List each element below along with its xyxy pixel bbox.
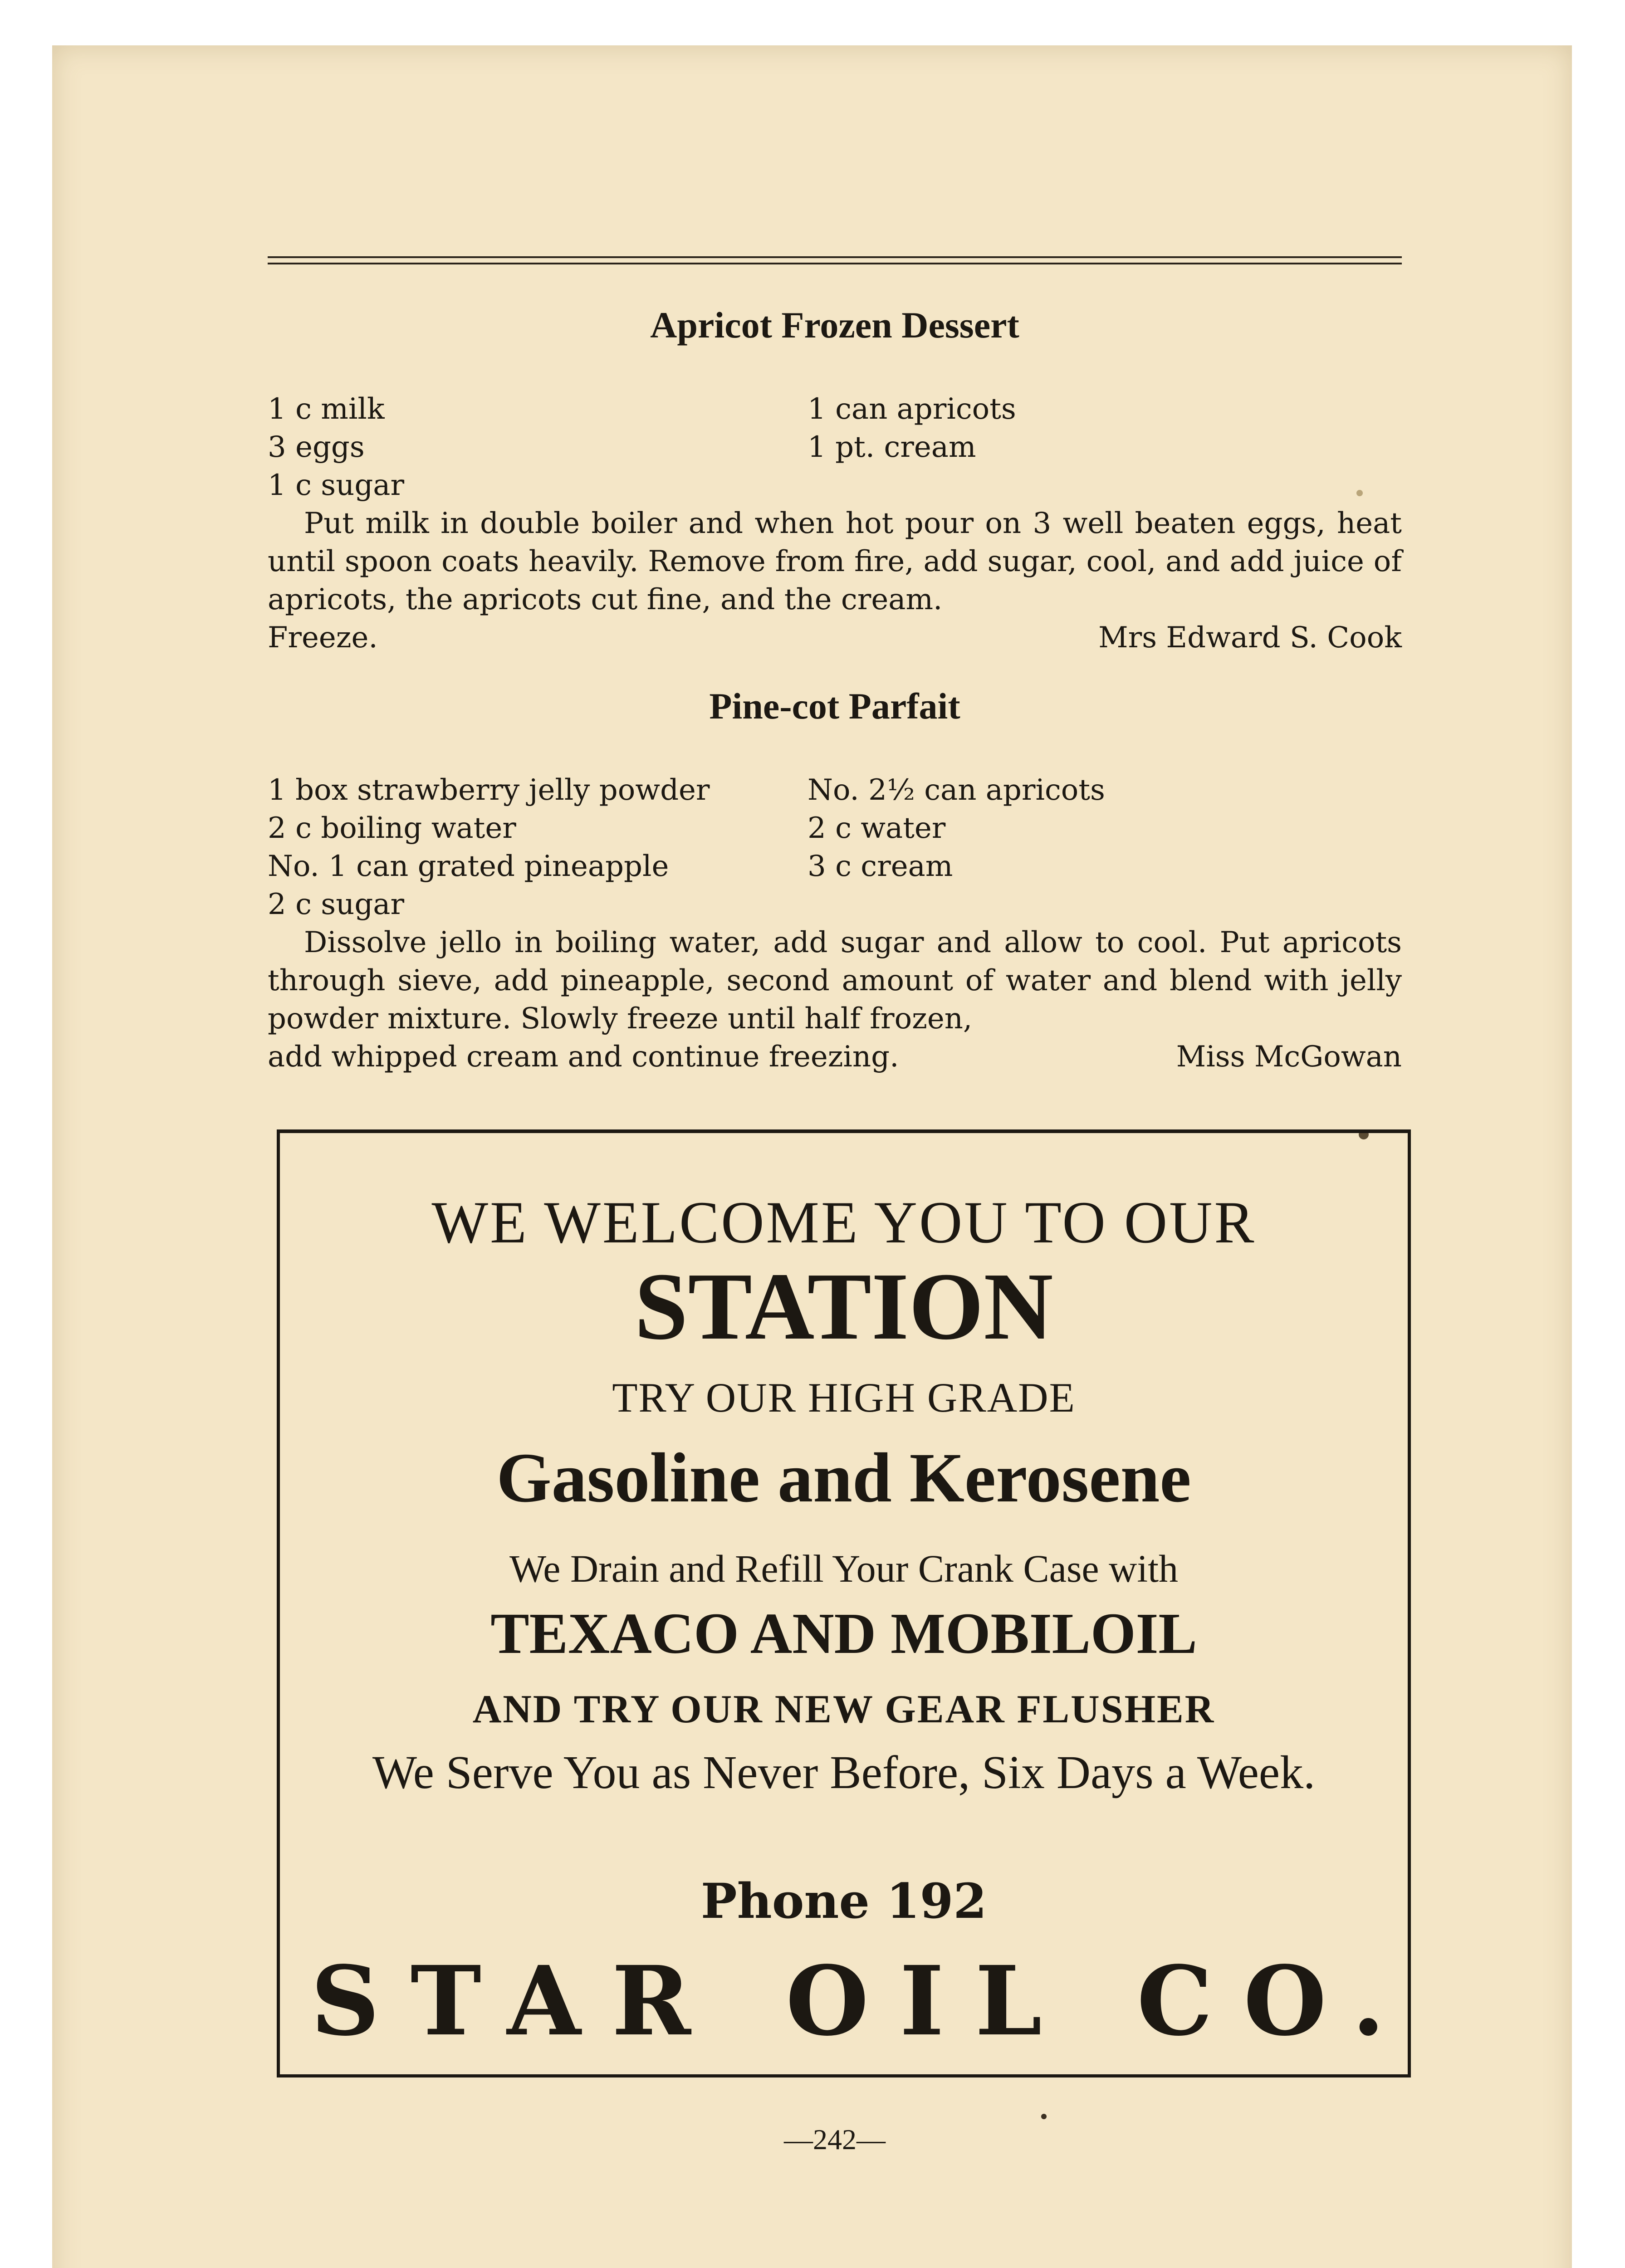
header-double-rule: [268, 256, 1402, 264]
recipe-title-pinecot: Pine-cot Parfait: [709, 685, 960, 727]
recipe-author: Miss McGowan: [1176, 1040, 1402, 1074]
ad-fuels: Gasoline and Kerosene: [496, 1438, 1191, 1517]
recipe-author: Mrs Edward S. Cook: [1098, 621, 1402, 655]
ingredient: 1 c milk: [268, 392, 385, 426]
ad-station: STATION: [634, 1253, 1053, 1359]
ingredient: 3 c cream: [808, 850, 953, 883]
ad-flusher: AND TRY OUR NEW GEAR FLUSHER: [472, 1687, 1215, 1731]
book-page: [52, 45, 1572, 2268]
method-last-word: Freeze.: [268, 621, 378, 655]
page-content: [268, 213, 1416, 2209]
ingredient: 2 c sugar: [268, 888, 405, 921]
ad-welcome: WE WELCOME YOU TO OUR: [431, 1189, 1256, 1256]
ingredient: 1 pt. cream: [808, 430, 976, 464]
ingredient: 3 eggs: [268, 430, 365, 464]
ingredient-list-apricot: [268, 390, 1402, 504]
advertisement-box: [277, 1129, 1416, 2077]
ad-drain: We Drain and Refill Your Crank Case with: [509, 1547, 1178, 1590]
ingredient: 2 c boiling water: [268, 811, 516, 845]
recipe-method-pinecot: Dissolve jello in boiling water, add sugar and allow to cool. Put apricots through sieve, add pineapple, second amount of water and blend with jelly powder mixture. Slowly freeze until half frozen,: [268, 926, 1402, 1036]
ad-company: STAR OIL CO.: [311, 1945, 1416, 2057]
page-number: —242—: [784, 2123, 886, 2156]
ingredient: 1 box strawberry jelly powder: [268, 773, 710, 807]
ingredient: 1 c sugar: [268, 469, 405, 502]
method-last-line: add whipped cream and continue freezing.: [268, 1040, 899, 1074]
ingredient: 2 c water: [808, 811, 946, 845]
recipe-footer-apricot: [268, 619, 1402, 657]
ad-phone: Phone 192: [700, 1872, 987, 1929]
recipe-method-apricot: Put milk in double boiler and when hot pour on 3 well beaten eggs, heat until spoon coats heavily. Remove from fire, add sugar, cool, and add juice of apricots, the apricots cut fine, and the cream.: [268, 507, 1402, 616]
recipe-footer-pinecot: [268, 1038, 1402, 1076]
ad-try-grade: TRY OUR HIGH GRADE: [612, 1374, 1076, 1421]
recipe-title-apricot: Apricot Frozen Dessert: [650, 304, 1019, 346]
ad-serve: We Serve You as Never Before, Six Days a Week.: [372, 1746, 1316, 1799]
ingredient: No. 2½ can apricots: [808, 773, 1105, 807]
ingredient-list-pinecot: [268, 771, 1402, 924]
ingredient: No. 1 can grated pineapple: [268, 850, 669, 883]
ingredient: 1 can apricots: [808, 392, 1016, 426]
ad-brands: TEXACO AND MOBILOIL: [490, 1601, 1197, 1666]
